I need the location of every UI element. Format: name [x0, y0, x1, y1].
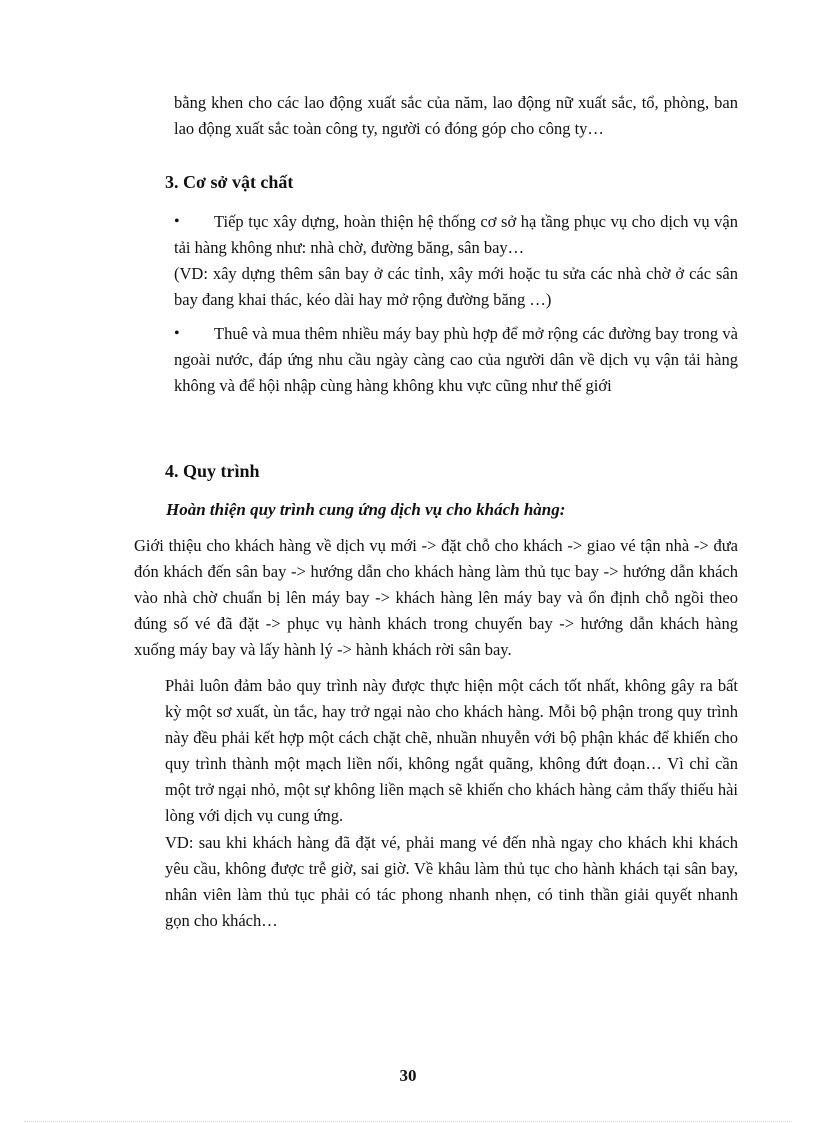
section-4-title: 4. Quy trình: [165, 461, 260, 481]
process-paragraph: Giới thiệu cho khách hàng về dịch vụ mới -> đặt chỗ cho khách -> giao vé tận nhà -> đưa đón khách đến sân bay -> hướng dẫn cho khách hàng làm thủ tục bay -> hướng dẫn khách vào nhà chờ chuẩn bị lên máy bay -> khách hàng lên máy bay và ổn định chỗ ngồi theo đúng số vé đã đặt -> phục vụ hành khách trong chuyến bay -> hướng dẫn khách hàng xuống máy bay và lấy hành lý -> hành khách rời sân bay.: [134, 536, 738, 659]
top-paragraph: bằng khen cho các lao động xuất sắc của năm, lao động nữ xuất sắc, tổ, phòng, ban lao động xuất sắc toàn công ty, người có đóng góp cho công ty…: [174, 93, 738, 138]
section-3-title: 3. Cơ sở vật chất: [165, 172, 294, 192]
page-number: 30: [399, 1066, 417, 1085]
page-bottom-divider: [24, 1121, 792, 1122]
example-paragraph: VD: sau khi khách hàng đã đặt vé, phải mang vé đến nhà ngay cho khách khi khách yêu cầu, không được trễ giờ, sai giờ. Về khâu làm thủ tục cho hành khách tại sân bay, nhân viên làm thủ tục phải có tác phong nhanh nhẹn, có tinh thần giải quyết nhanh gọn cho khách…: [165, 833, 738, 930]
bullet-icon: •: [174, 213, 180, 230]
bullet-2-text: Thuê và mua thêm nhiều máy bay phù hợp để mở rộng các đường bay trong và ngoài nước, đáp ứng nhu cầu ngày càng cao của người dân về dịch vụ vận tải hàng không và để hội nhập cùng hàng không khu vực cũng như thế giới: [174, 324, 738, 395]
section-4-subtitle: Hoàn thiện quy trình cung ứng dịch vụ cho khách hàng:: [166, 500, 566, 519]
section-3-example: (VD: xây dựng thêm sân bay ở các tỉnh, xây mới hoặc tu sửa các nhà chờ ở các sân bay đang khai thác, kéo dài hay mở rộng đường băng …): [174, 264, 738, 309]
bullet-1-text: Tiếp tục xây dựng, hoàn thiện hệ thống cơ sở hạ tầng phục vụ cho dịch vụ vận tải hàng không như: nhà chờ, đường băng, sân bay…: [174, 212, 738, 257]
quality-paragraph: Phải luôn đảm bảo quy trình này được thực hiện một cách tốt nhất, không gây ra bất kỳ một sơ xuất, ùn tắc, hay trở ngại nào cho khách hàng. Mỗi bộ phận trong quy trình này đều phải kết hợp một cách chặt chẽ, nhuần nhuyễn với bộ phận khác để khiến cho quy trình thành một mạch liền nối, không ngắt quãng, không đứt đoạn… Vì chỉ cần một trở ngại nhỏ, một sự không liền mạch sẽ khiến cho khách hàng cảm thấy thiếu hài lòng với dịch vụ cung ứng.: [165, 676, 738, 825]
bullet-icon: •: [174, 325, 180, 342]
